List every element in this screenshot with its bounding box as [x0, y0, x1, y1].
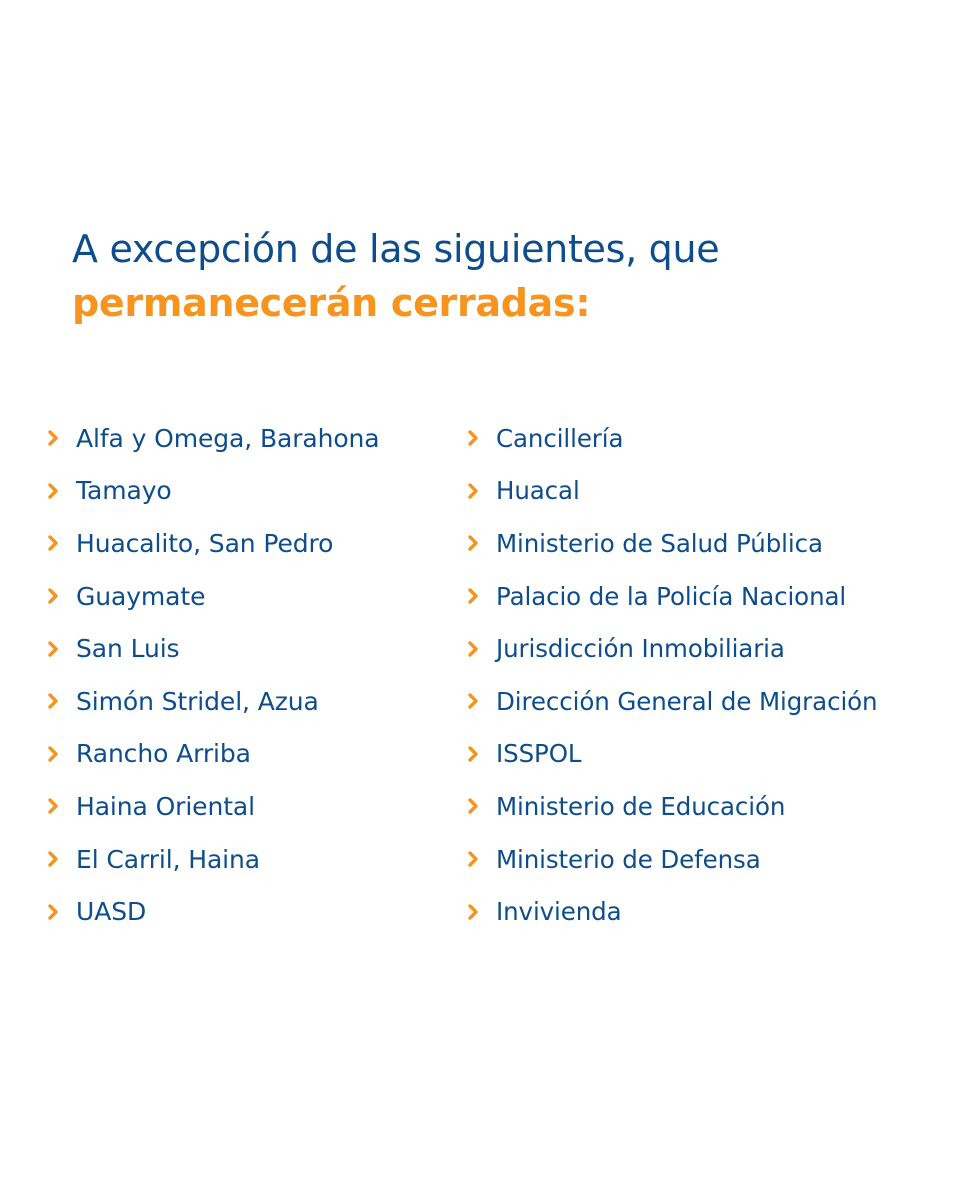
chevron-right-icon [44, 903, 62, 921]
list-item-label: Dirección General de Migración [496, 686, 878, 716]
chevron-right-icon [464, 797, 482, 815]
chevron-right-icon [464, 482, 482, 500]
headline-line-2-highlight: permanecerán cerradas: [72, 281, 591, 325]
list-item-label: Tamayo [76, 476, 172, 506]
chevron-right-icon [44, 429, 62, 447]
chevron-right-icon [464, 903, 482, 921]
list-item-label: Invivienda [496, 897, 622, 927]
list-item [464, 780, 877, 833]
chevron-right-icon [44, 587, 62, 605]
list-item-label: Haina Oriental [76, 791, 255, 821]
chevron-right-icon [464, 745, 482, 763]
list-item-label: Jurisdicción Inmobiliaria [496, 634, 785, 664]
list-item-label: Huacalito, San Pedro [76, 528, 334, 558]
list-item-label: Simón Stridel, Azua [76, 686, 319, 716]
right-column-list [464, 412, 877, 938]
list-item-label: Huacal [496, 476, 580, 506]
chevron-right-icon [464, 429, 482, 447]
list-item-label: Rancho Arriba [76, 739, 251, 769]
chevron-right-icon [44, 482, 62, 500]
list-item [44, 412, 380, 465]
chevron-right-icon [44, 850, 62, 868]
list-item-label: El Carril, Haina [76, 844, 260, 874]
list-item [44, 517, 380, 570]
list-item [44, 833, 380, 886]
list-item [464, 833, 877, 886]
list-item-label: Cancillería [496, 423, 624, 453]
chevron-right-icon [44, 745, 62, 763]
list-item-label: ISSPOL [496, 739, 582, 769]
left-column-list [44, 412, 380, 938]
chevron-right-icon [464, 587, 482, 605]
chevron-right-icon [44, 534, 62, 552]
list-item-label: Alfa y Omega, Barahona [76, 423, 380, 453]
list-item [44, 728, 380, 781]
list-item-label: Ministerio de Defensa [496, 844, 761, 874]
list-item [464, 675, 877, 728]
headline-line-1: A excepción de las siguientes, que [72, 227, 720, 271]
chevron-right-icon [464, 692, 482, 710]
list-item-label: UASD [76, 897, 147, 927]
list-item [44, 780, 380, 833]
list-item-label: Ministerio de Salud Pública [496, 528, 823, 558]
list-item-label: Palacio de la Policía Nacional [496, 581, 847, 611]
list-item [44, 465, 380, 518]
chevron-right-icon [464, 640, 482, 658]
list-item [464, 728, 877, 781]
list-item [464, 622, 877, 675]
list-item [44, 885, 380, 938]
list-item-label: Guaymate [76, 581, 206, 611]
list-item [44, 675, 380, 728]
list-item [44, 622, 380, 675]
list-item-label: San Luis [76, 634, 180, 664]
headline [72, 222, 719, 330]
chevron-right-icon [464, 850, 482, 868]
list-item [464, 570, 877, 623]
chevron-right-icon [44, 640, 62, 658]
list-item [464, 412, 877, 465]
list-item-label: Ministerio de Educación [496, 791, 786, 821]
list-item [44, 570, 380, 623]
list-item [464, 885, 877, 938]
list-item [464, 517, 877, 570]
chevron-right-icon [464, 534, 482, 552]
chevron-right-icon [44, 797, 62, 815]
list-item [464, 465, 877, 518]
chevron-right-icon [44, 692, 62, 710]
